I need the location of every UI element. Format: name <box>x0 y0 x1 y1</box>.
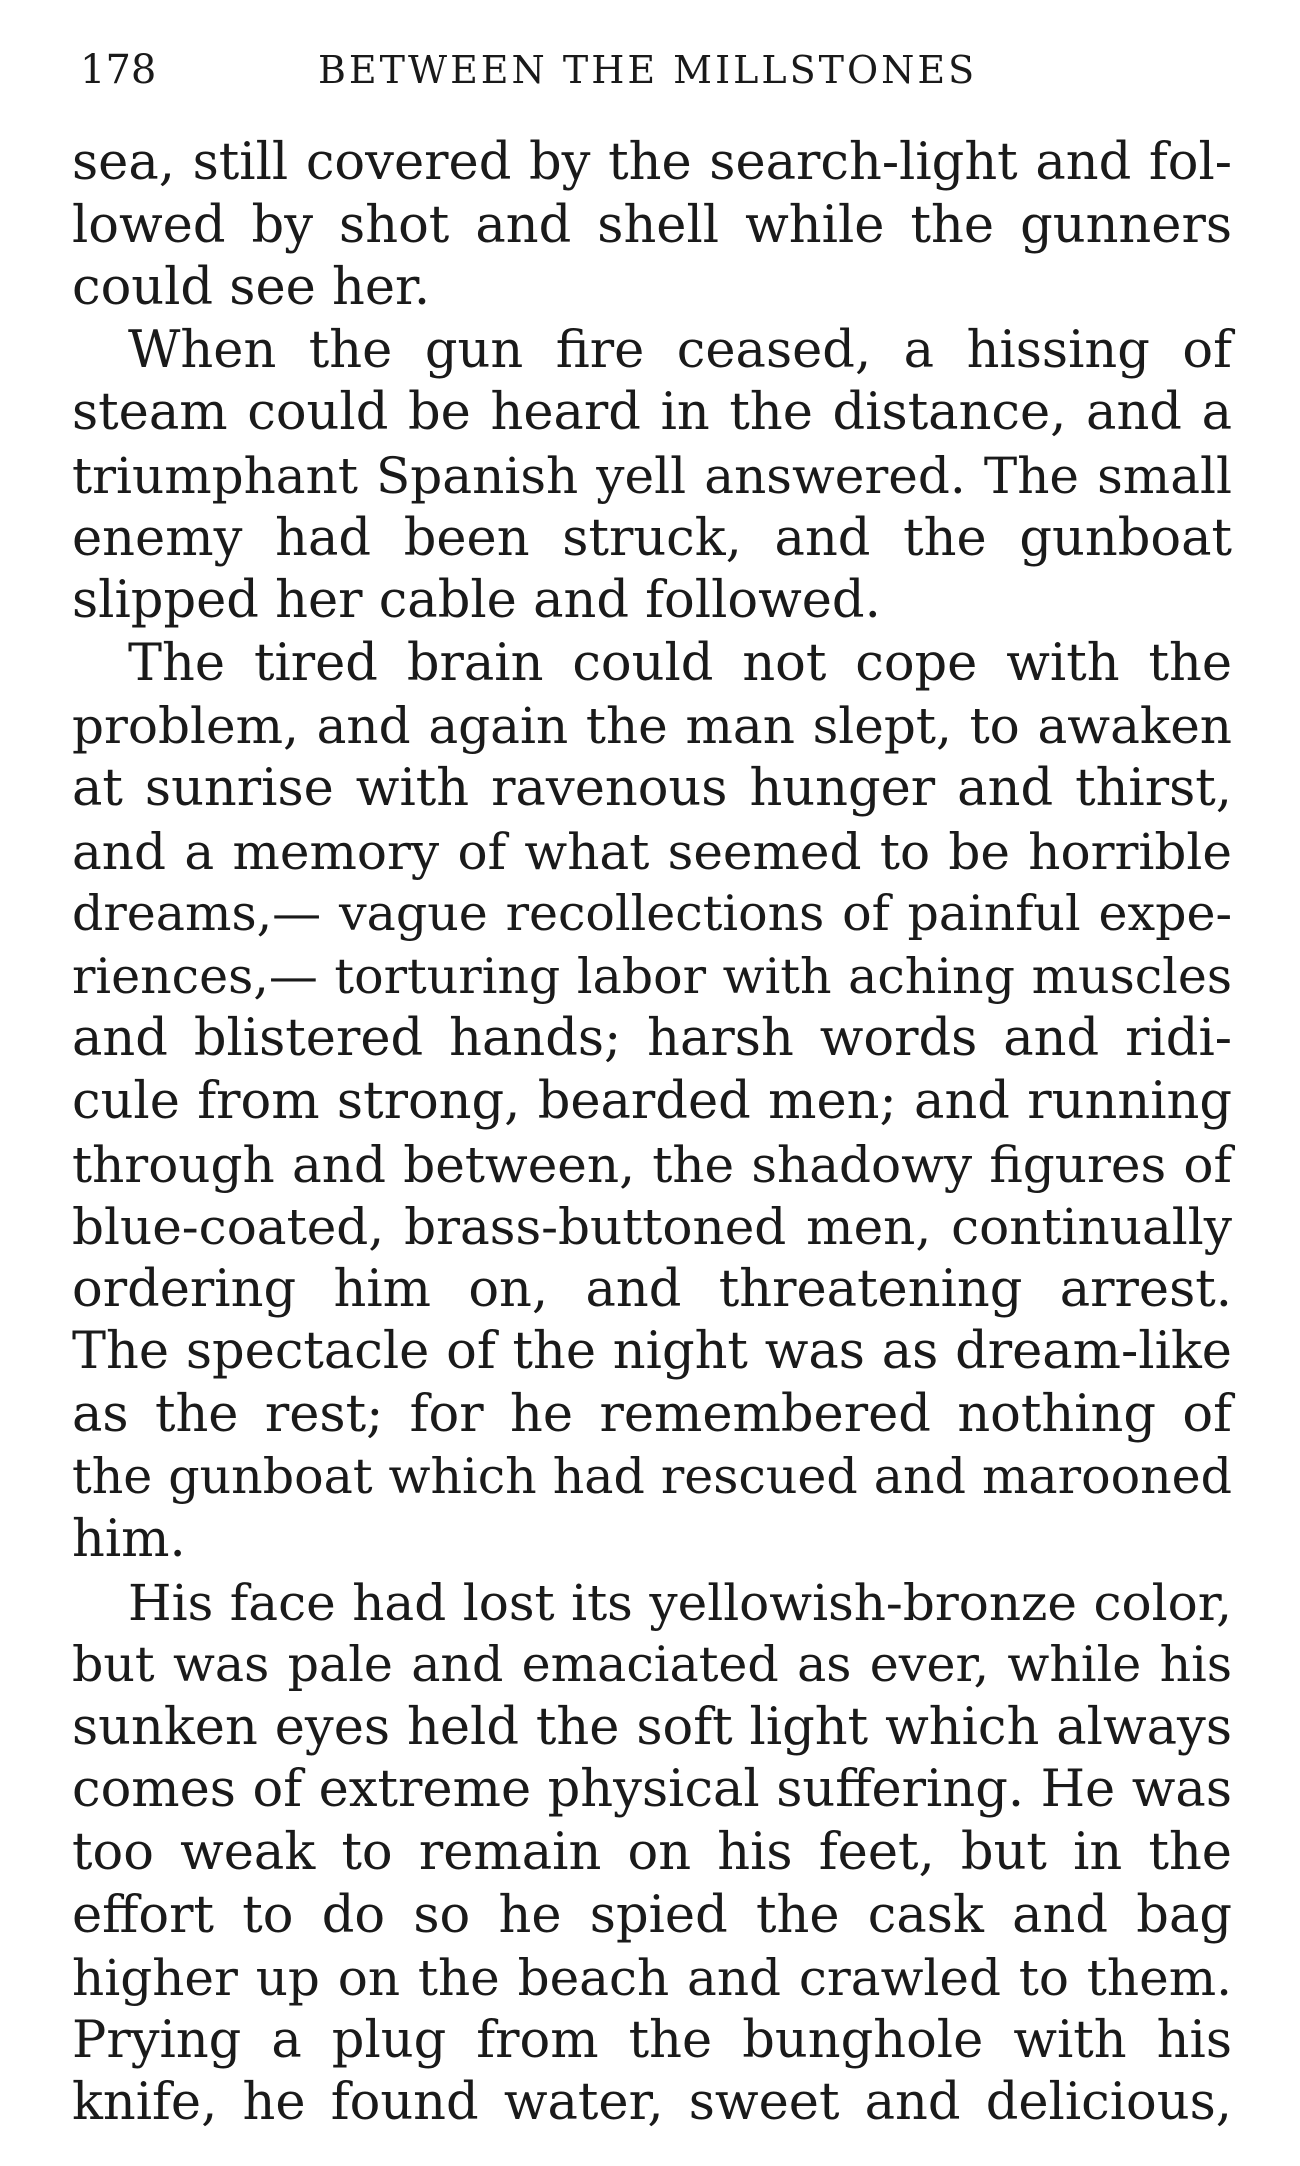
text-line: cule from strong, bearded men; and running <box>72 1071 1232 1131</box>
text-line: as the rest; for he remembered nothing of <box>72 1384 1232 1444</box>
running-title: BETWEEN THE MILLSTONES <box>318 48 978 92</box>
text-line: Prying a plug from the bunghole with his <box>72 2010 1232 2070</box>
page-header <box>0 40 1300 100</box>
text-line: problem, and again the man slept, to awaken <box>72 697 1232 756</box>
text-line: lowed by shot and shell while the gunners <box>72 195 1232 255</box>
text-line: dreams,— vague recollections of painful expe- <box>72 885 1232 943</box>
text-line: steam could be heard in the distance, and a <box>72 383 1232 443</box>
text-line: His face had lost its yellowish-bronze color, <box>128 1573 1232 1632</box>
text-line: comes of extreme physical suffering. He was <box>72 1760 1232 1820</box>
text-line: and a memory of what seemed to be horrible <box>72 822 1232 881</box>
text-line: knife, he found water, sweet and delicious, <box>72 2073 1232 2133</box>
text-line: The tired brain could not cope with the <box>128 633 1232 693</box>
text-line: enemy had been struck, and the gunboat <box>72 508 1232 568</box>
text-line: could see her. <box>72 258 431 318</box>
text-line: blue-coated, brass-buttoned men, continually <box>72 1198 1232 1257</box>
text-line: but was pale and emaciated as ever, while his <box>72 1636 1232 1694</box>
text-line: him. <box>72 1510 186 1570</box>
text-line: triumphant Spanish yell answered. The small <box>72 446 1232 505</box>
text-line: through and between, the shadowy figures of <box>72 1135 1232 1194</box>
text-line: the gunboat which had rescued and marooned <box>72 1448 1232 1506</box>
text-line: slipped her cable and followed. <box>72 571 881 631</box>
text-line: too weak to remain on his feet, but in the <box>72 1823 1232 1883</box>
text-line: sea, still covered by the search-light and fol- <box>72 133 1232 192</box>
text-line: When the gun fire ceased, a hissing of <box>128 320 1232 380</box>
text-line: higher up on the beach and crawled to them. <box>72 1949 1232 2008</box>
text-line: at sunrise with ravenous hunger and thirst, <box>72 758 1232 818</box>
text-line: and blistered hands; harsh words and ridi- <box>72 1009 1232 1069</box>
text-line: sunken eyes held the soft light which always <box>72 1697 1232 1757</box>
text-line: The spectacle of the night was as dream-like <box>72 1322 1232 1382</box>
text-line: effort to do so he spied the cask and bag <box>72 1885 1232 1945</box>
text-line: ordering him on, and threatening arrest. <box>72 1259 1232 1319</box>
body-text <box>72 132 1232 2135</box>
page-number: 178 <box>80 47 157 93</box>
text-line: riences,— torturing labor with aching muscles <box>72 947 1232 1005</box>
